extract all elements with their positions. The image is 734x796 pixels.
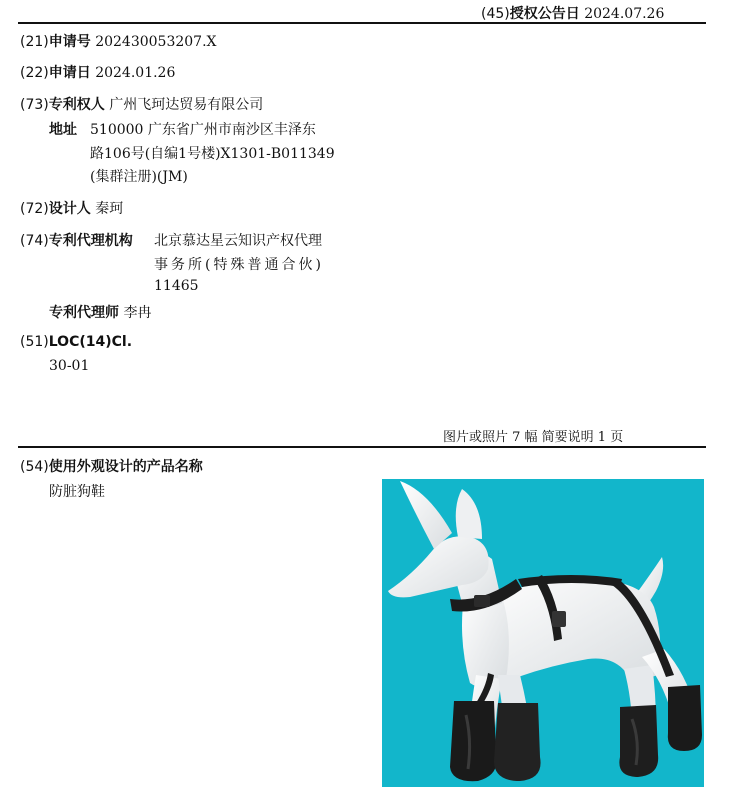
- field-label: 专利权人: [48, 97, 105, 113]
- boot-front-left: [450, 701, 497, 781]
- product-row: [20, 456, 203, 476]
- field-code: (54): [20, 459, 49, 475]
- field-code: (74): [20, 233, 49, 249]
- designer-value: 秦珂: [95, 201, 124, 217]
- field-label: 专利代理师: [49, 305, 119, 321]
- pub-date: 2024.07.26: [584, 6, 665, 22]
- product-photo: [382, 479, 704, 787]
- address-line-2: 路106号(自编1号楼)X1301-B011349: [90, 146, 335, 162]
- pub-date-line: [481, 3, 664, 23]
- app-date-value: 2024.01.26: [95, 65, 176, 81]
- summary-line: 图片或照片 7 幅 简要说明 1 页: [443, 430, 624, 445]
- field-code: (22): [20, 65, 49, 81]
- app-date-row: [20, 62, 175, 82]
- field-label: LOC(14)Cl.: [48, 334, 133, 350]
- summary-rule: [18, 446, 706, 448]
- loc-value: 30-01: [49, 358, 90, 374]
- owner-value: 广州飞珂达贸易有限公司: [109, 97, 264, 113]
- field-code: (73): [20, 97, 49, 113]
- field-label: 申请日: [48, 65, 91, 81]
- dog-ear-left: [400, 481, 452, 549]
- address-line-1: 510000 广东省广州市南沙区丰泽东: [90, 122, 316, 138]
- dog-ear-right: [456, 489, 482, 539]
- field-label: 申请号: [48, 34, 91, 50]
- address-label: 地址: [49, 122, 77, 138]
- agency-line-1: 北京慕达星云知识产权代理: [154, 233, 322, 249]
- field-code: (51): [20, 334, 49, 350]
- pub-code: (45): [481, 6, 510, 22]
- agent-value: 李冉: [123, 305, 152, 321]
- agency-row: [20, 230, 133, 250]
- agency-line-2: 事务所(特殊普通合伙): [154, 257, 324, 273]
- address-line-3: (集群注册)(JM): [90, 169, 188, 185]
- header-rule: [18, 22, 706, 24]
- owner-row: [20, 94, 263, 114]
- field-label: 专利代理机构: [48, 233, 133, 249]
- field-code: (21): [20, 34, 49, 50]
- app-no-row: [20, 31, 217, 51]
- boot-hind-left: [619, 705, 658, 777]
- collar-buckle: [474, 595, 490, 607]
- field-code: (72): [20, 201, 49, 217]
- boot-hind-right: [668, 685, 702, 751]
- boot-front-right: [494, 703, 541, 781]
- field-label: 设计人: [48, 201, 91, 217]
- designer-row: [20, 198, 123, 218]
- agent-row: [49, 302, 151, 322]
- agency-line-3: 11465: [154, 278, 199, 294]
- field-label: 使用外观设计的产品名称: [48, 459, 203, 475]
- pub-label: 授权公告日: [509, 6, 580, 22]
- app-no-value: 202430053207.X: [95, 34, 217, 50]
- loc-row: [20, 334, 132, 350]
- strap-adjuster: [552, 611, 566, 627]
- dog-mannequin-illustration: [382, 479, 704, 787]
- product-name: 防脏狗鞋: [49, 484, 105, 500]
